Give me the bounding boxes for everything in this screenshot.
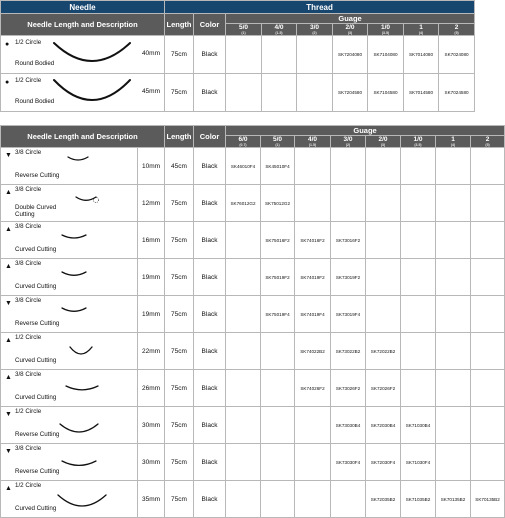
gauge-cell bbox=[368, 24, 404, 36]
thread-length-cell: 75cm bbox=[165, 370, 194, 407]
needle-description-cell bbox=[1, 444, 138, 481]
needle-length-cell: 19mm bbox=[138, 296, 165, 333]
thread-length-cell: 75cm bbox=[165, 333, 194, 370]
gauge-sub: (2) bbox=[345, 142, 351, 147]
thread-length-cell: 45cm bbox=[165, 148, 194, 185]
gauge-cell bbox=[295, 136, 331, 148]
gauge-cell bbox=[331, 136, 366, 148]
product-code-cell: SK76012G2 bbox=[226, 185, 261, 222]
product-code-cell bbox=[262, 36, 297, 74]
gauge-sub: (1.5) bbox=[275, 30, 283, 35]
gauge-cell bbox=[226, 24, 262, 36]
product-code-cell: SK73022B2 bbox=[331, 333, 366, 370]
needle-description-cell bbox=[1, 481, 138, 518]
product-code-cell: SK72035B2 bbox=[366, 481, 401, 518]
gauge-cell bbox=[401, 136, 436, 148]
gauge-cell bbox=[333, 24, 368, 36]
product-code-cell bbox=[436, 407, 471, 444]
gauge-sub: (4) bbox=[450, 142, 456, 147]
needle-row bbox=[1, 407, 505, 444]
product-code-cell bbox=[331, 481, 366, 518]
color-cell: Black bbox=[194, 370, 226, 407]
gauge-cell bbox=[297, 24, 333, 36]
needle-curve-path bbox=[54, 80, 130, 100]
needle-row bbox=[1, 222, 505, 259]
product-code-cell: SK73026F2 bbox=[331, 370, 366, 407]
gauge-size: 1 bbox=[451, 135, 455, 143]
product-code-cell bbox=[366, 222, 401, 259]
bottom-guage-header: Guage bbox=[226, 126, 505, 136]
needle-length: 45mm bbox=[141, 88, 160, 95]
gauge-cell bbox=[366, 136, 401, 148]
needle-type-symbol: ▲ bbox=[5, 485, 12, 492]
product-code-cell bbox=[471, 296, 505, 333]
product-code-cell bbox=[226, 259, 261, 296]
product-code-cell: SK71030B4 bbox=[401, 407, 436, 444]
color-cell: Black bbox=[194, 407, 226, 444]
product-code-cell: SK70135B2 bbox=[436, 481, 471, 518]
gauge-cell bbox=[261, 136, 295, 148]
thread-length-cell: 75cm bbox=[165, 407, 194, 444]
gauge-sub: (3.5) bbox=[414, 142, 422, 147]
needle-shape-label: 1/2 Circle bbox=[15, 39, 42, 46]
color-cell: Black bbox=[194, 36, 226, 74]
product-code-cell: SK74019F4 bbox=[295, 296, 331, 333]
gauge-size: 1 bbox=[419, 23, 423, 31]
product-code-cell bbox=[471, 185, 505, 222]
product-code-cell bbox=[262, 74, 297, 112]
product-code-cell bbox=[331, 148, 366, 185]
product-code-cell: SK74019F2 bbox=[295, 259, 331, 296]
product-code-cell: SK72026F2 bbox=[366, 370, 401, 407]
product-code-cell: SK74016F2 bbox=[295, 222, 331, 259]
needle-shape-label: 3/8 Circle bbox=[15, 186, 42, 193]
product-code-cell bbox=[436, 222, 471, 259]
product-code-cell: SK7014580 bbox=[404, 74, 439, 112]
needle-curve-path bbox=[62, 308, 86, 311]
product-code-cell bbox=[471, 407, 505, 444]
needle-curve-icon bbox=[65, 385, 99, 392]
bottom-color-header: Color bbox=[194, 126, 226, 148]
needle-type-label: Curved Cutting bbox=[15, 283, 57, 290]
thread-length-cell: 75cm bbox=[165, 36, 194, 74]
needle-type-label: Round Bodied bbox=[15, 60, 55, 67]
product-code-cell bbox=[261, 481, 295, 518]
gauge-sub: (4) bbox=[418, 30, 424, 35]
product-code-cell: SK7024080 bbox=[439, 36, 475, 74]
product-code-cell bbox=[297, 74, 333, 112]
needle-curve-icon bbox=[67, 156, 89, 161]
product-code-cell: SK7204580 bbox=[333, 74, 368, 112]
needle-curve-path bbox=[62, 235, 86, 238]
product-code-cell: SK73016F2 bbox=[331, 222, 366, 259]
product-code-cell bbox=[436, 370, 471, 407]
needle-row bbox=[1, 74, 475, 112]
bottom-header-row bbox=[1, 126, 505, 136]
thread-length-cell: 75cm bbox=[165, 74, 194, 112]
needle-shape-label: 3/8 Circle bbox=[15, 149, 42, 156]
needle-type-label: Round Bodied bbox=[15, 98, 55, 105]
needle-type-symbol: ▼ bbox=[5, 300, 12, 307]
needle-row bbox=[1, 259, 505, 296]
needle-description-cell bbox=[1, 36, 165, 74]
gauge-sub: (0.7) bbox=[239, 142, 247, 147]
needle-curve-path bbox=[58, 495, 106, 506]
gauge-size: 2/0 bbox=[345, 23, 355, 31]
color-header: Color bbox=[194, 14, 226, 36]
product-code-cell bbox=[471, 444, 505, 481]
needle-description-cell bbox=[1, 333, 138, 370]
needle-type-symbol: ▲ bbox=[5, 226, 12, 233]
needle-description-cell bbox=[1, 148, 138, 185]
needle-type-symbol: ● bbox=[5, 79, 10, 86]
product-code-cell bbox=[401, 222, 436, 259]
product-code-cell bbox=[436, 148, 471, 185]
needle-shape-label: 3/8 Circle bbox=[15, 445, 42, 452]
gauge-size: 4/0 bbox=[307, 135, 318, 143]
product-code-cell bbox=[436, 296, 471, 333]
needle-description-cell bbox=[1, 259, 138, 296]
product-code-cell: SK71030F4 bbox=[401, 444, 436, 481]
needle-curve-icon bbox=[75, 196, 97, 202]
needle-type-symbol: ▲ bbox=[5, 189, 12, 196]
color-cell: Black bbox=[194, 481, 226, 518]
needle-curve-path bbox=[60, 424, 98, 432]
needle-row bbox=[1, 481, 505, 518]
product-code-cell bbox=[295, 185, 331, 222]
gauge-size: 1/0 bbox=[413, 135, 423, 143]
product-code-cell bbox=[471, 370, 505, 407]
length-header: Length bbox=[165, 14, 194, 36]
needle-length-cell: 19mm bbox=[138, 259, 165, 296]
product-code-cell: SK46010F4 bbox=[226, 148, 261, 185]
product-code-cell: SK7024580 bbox=[439, 74, 475, 112]
product-code-cell bbox=[401, 296, 436, 333]
needle-description-cell bbox=[1, 296, 138, 333]
needle-curve-path bbox=[76, 197, 96, 200]
needle-type-label: Curved Cutting bbox=[15, 357, 57, 364]
bottom-table bbox=[0, 125, 505, 518]
gauge-size: 2/0 bbox=[378, 135, 388, 143]
product-code-cell bbox=[436, 333, 471, 370]
needle-curve-icon bbox=[69, 346, 93, 355]
product-code-cell bbox=[297, 36, 333, 74]
needle-type-label: Reverse Cutting bbox=[15, 431, 60, 438]
product-code-cell: SK75016F2 bbox=[261, 222, 295, 259]
needle-type-label: Reverse Cutting bbox=[15, 172, 60, 179]
needle-type-label: Reverse Cutting bbox=[15, 320, 60, 327]
needle-curve-icon bbox=[53, 79, 131, 101]
product-code-cell: SK7014080 bbox=[404, 36, 439, 74]
gauge-cell bbox=[404, 24, 439, 36]
bottom-needle-length-description-header: Needle Length and Description bbox=[1, 126, 165, 148]
needle-shape-label: 3/8 Circle bbox=[15, 297, 42, 304]
gauge-size: 3/0 bbox=[343, 135, 353, 143]
needle-shape-label: 3/8 Circle bbox=[15, 260, 42, 267]
guage-header: Guage bbox=[226, 14, 475, 24]
needle-curve-path bbox=[62, 272, 86, 275]
gauge-sub: (1) bbox=[241, 30, 246, 35]
needle-length-cell: 10mm bbox=[138, 148, 165, 185]
gauge-sub: (5) bbox=[485, 142, 490, 147]
gauge-sub: (5) bbox=[454, 30, 459, 35]
needle-type-label: Curved Cutting bbox=[15, 394, 57, 401]
product-code-cell bbox=[226, 36, 262, 74]
needle-type-label: Double Curved Cutting bbox=[15, 204, 57, 218]
thread-length-cell: 75cm bbox=[165, 296, 194, 333]
needle-row bbox=[1, 444, 505, 481]
needle-row bbox=[1, 148, 505, 185]
needle-shape-label: 1/2 Circle bbox=[15, 408, 42, 415]
needle-curve-path bbox=[68, 157, 88, 160]
needle-shape-label: 3/8 Circle bbox=[15, 223, 42, 230]
color-cell: Black bbox=[194, 444, 226, 481]
needle-length-cell: 12mm bbox=[138, 185, 165, 222]
product-code-cell: SK72030B4 bbox=[366, 407, 401, 444]
thread-length-cell: 75cm bbox=[165, 222, 194, 259]
needle-row bbox=[1, 36, 475, 74]
product-code-cell bbox=[401, 259, 436, 296]
needle-type-label: Reverse Cutting bbox=[15, 468, 60, 475]
product-code-cell: SK73030B4 bbox=[331, 407, 366, 444]
needle-length-cell: 16mm bbox=[138, 222, 165, 259]
bottom-length-header: Length bbox=[165, 126, 194, 148]
needle-curve-path bbox=[70, 347, 92, 354]
needle-length-cell: 26mm bbox=[138, 370, 165, 407]
thread-length-cell: 75cm bbox=[165, 185, 194, 222]
needle-length-cell: 30mm bbox=[138, 407, 165, 444]
needle-shape-label: 1/2 Circle bbox=[15, 334, 42, 341]
gauge-sub: (3.5) bbox=[381, 30, 390, 35]
color-cell: Black bbox=[194, 259, 226, 296]
color-cell: Black bbox=[194, 333, 226, 370]
needle-title: Needle bbox=[1, 1, 165, 14]
gauge-size: 5/0 bbox=[238, 23, 249, 31]
product-code-cell bbox=[226, 407, 261, 444]
needle-description-cell bbox=[1, 222, 138, 259]
color-cell: Black bbox=[194, 74, 226, 112]
product-code-cell bbox=[436, 444, 471, 481]
needle-curve-path bbox=[54, 43, 130, 61]
product-code-cell bbox=[295, 481, 331, 518]
needle-length-cell: 35mm bbox=[138, 481, 165, 518]
thread-title: Thread bbox=[165, 1, 475, 14]
product-code-cell bbox=[226, 74, 262, 112]
product-code-cell bbox=[295, 444, 331, 481]
needle-description-cell bbox=[1, 185, 138, 222]
product-code-cell bbox=[436, 259, 471, 296]
needle-description-cell bbox=[1, 407, 138, 444]
top-header-row bbox=[1, 14, 475, 24]
needle-shape-label: 3/8 Circle bbox=[15, 371, 42, 378]
product-code-cell: SK45010F4 bbox=[261, 148, 295, 185]
product-code-cell: SK71035B2 bbox=[401, 481, 436, 518]
needle-length-cell: 30mm bbox=[138, 444, 165, 481]
needle-shape-label: 1/2 Circle bbox=[15, 482, 42, 489]
gauge-cell bbox=[262, 24, 297, 36]
needle-curve-icon bbox=[57, 494, 107, 507]
gauge-cell bbox=[471, 136, 505, 148]
product-code-cell bbox=[401, 333, 436, 370]
product-code-cell bbox=[226, 222, 261, 259]
thread-length-cell: 75cm bbox=[165, 259, 194, 296]
thread-length-cell: 75cm bbox=[165, 444, 194, 481]
needle-description-cell bbox=[1, 370, 138, 407]
product-code-cell bbox=[226, 481, 261, 518]
product-code-cell: SK75019F4 bbox=[261, 296, 295, 333]
product-code-cell: SK72030F4 bbox=[366, 444, 401, 481]
product-code-cell: SK74022B2 bbox=[295, 333, 331, 370]
product-code-cell bbox=[226, 333, 261, 370]
color-cell: Black bbox=[194, 296, 226, 333]
gauge-sub: (3) bbox=[347, 30, 353, 35]
needle-curve-path bbox=[66, 386, 98, 390]
product-code-cell bbox=[366, 148, 401, 185]
product-code-cell: SK72022B2 bbox=[366, 333, 401, 370]
product-code-cell: SK75012G2 bbox=[261, 185, 295, 222]
gauge-sub: (3) bbox=[380, 142, 386, 147]
product-code-cell bbox=[261, 407, 295, 444]
needle-type-symbol: ▼ bbox=[5, 152, 12, 159]
needle-row bbox=[1, 370, 505, 407]
needle-row bbox=[1, 296, 505, 333]
product-code-cell: SK7104080 bbox=[368, 36, 404, 74]
product-code-cell bbox=[226, 370, 261, 407]
product-code-cell bbox=[471, 259, 505, 296]
needle-curve-path bbox=[62, 461, 96, 465]
product-code-cell bbox=[366, 296, 401, 333]
gauge-sub: (1.5) bbox=[308, 142, 317, 147]
color-cell: Black bbox=[194, 222, 226, 259]
gauge-size: 3/0 bbox=[309, 23, 320, 31]
gauge-sub: (1) bbox=[275, 142, 280, 147]
needle-row bbox=[1, 333, 505, 370]
product-code-cell: SK73030F4 bbox=[331, 444, 366, 481]
top-title-row bbox=[1, 1, 475, 14]
needle-curve-icon bbox=[61, 460, 97, 468]
gauge-cell bbox=[436, 136, 471, 148]
product-code-cell: SK73019F4 bbox=[331, 296, 366, 333]
needle-type-symbol: ▲ bbox=[5, 374, 12, 381]
needle-type-label: Curved Cutting bbox=[15, 505, 57, 512]
gauge-cell bbox=[439, 24, 475, 36]
product-code-cell bbox=[295, 407, 331, 444]
gauge-size: 1/0 bbox=[380, 23, 391, 31]
product-code-cell bbox=[295, 148, 331, 185]
needle-type-symbol: ▼ bbox=[5, 448, 12, 455]
product-code-cell: SK7104580 bbox=[368, 74, 404, 112]
gauge-size: 2 bbox=[485, 135, 490, 143]
needle-curve-icon bbox=[59, 423, 99, 433]
color-cell: Black bbox=[194, 185, 226, 222]
needle-curve-icon bbox=[61, 307, 87, 313]
needle-curve-icon bbox=[53, 42, 131, 62]
needle-type-symbol: ● bbox=[5, 41, 10, 48]
gauge-size: 4/0 bbox=[274, 23, 284, 31]
needle-curve-icon bbox=[61, 234, 87, 239]
product-code-cell bbox=[401, 185, 436, 222]
product-code-cell: SK7204080 bbox=[333, 36, 368, 74]
needle-description-cell bbox=[1, 74, 165, 112]
needle-type-symbol: ▲ bbox=[5, 263, 12, 270]
product-code-cell bbox=[226, 444, 261, 481]
thread-length-cell: 75cm bbox=[165, 481, 194, 518]
needle-row bbox=[1, 185, 505, 222]
color-cell: Black bbox=[194, 148, 226, 185]
needle-type-label: Curved Cutting bbox=[15, 246, 57, 253]
product-code-cell bbox=[226, 296, 261, 333]
needle-type-symbol: ▼ bbox=[5, 411, 12, 418]
gauge-size: 6/0 bbox=[238, 135, 248, 143]
product-code-cell: SK74026F2 bbox=[295, 370, 331, 407]
product-code-cell: SK70135B2 bbox=[471, 481, 505, 518]
product-code-cell: SK73019F2 bbox=[331, 259, 366, 296]
needle-shape-label: 1/2 Circle bbox=[15, 77, 42, 84]
product-code-cell bbox=[401, 370, 436, 407]
product-code-cell bbox=[471, 222, 505, 259]
needle-length-cell: 22mm bbox=[138, 333, 165, 370]
gauge-sub: (2) bbox=[312, 30, 317, 35]
top-table bbox=[0, 0, 475, 112]
product-code-cell bbox=[331, 185, 366, 222]
product-code-cell bbox=[261, 333, 295, 370]
product-code-cell bbox=[471, 333, 505, 370]
needle-curve-icon bbox=[61, 271, 87, 277]
gauge-size: 2 bbox=[454, 23, 459, 31]
product-code-cell bbox=[261, 444, 295, 481]
product-code-cell bbox=[366, 259, 401, 296]
product-code-cell bbox=[401, 148, 436, 185]
product-code-cell bbox=[436, 185, 471, 222]
product-code-cell: SK75019F2 bbox=[261, 259, 295, 296]
needle-length-description-header: Needle Length and Description bbox=[1, 14, 165, 36]
gauge-size: 5/0 bbox=[272, 135, 283, 143]
product-code-cell bbox=[366, 185, 401, 222]
product-code-cell bbox=[261, 370, 295, 407]
needle-type-symbol: ▲ bbox=[5, 337, 12, 344]
needle-length: 40mm bbox=[141, 50, 160, 57]
product-code-cell bbox=[471, 148, 505, 185]
gauge-cell bbox=[226, 136, 261, 148]
